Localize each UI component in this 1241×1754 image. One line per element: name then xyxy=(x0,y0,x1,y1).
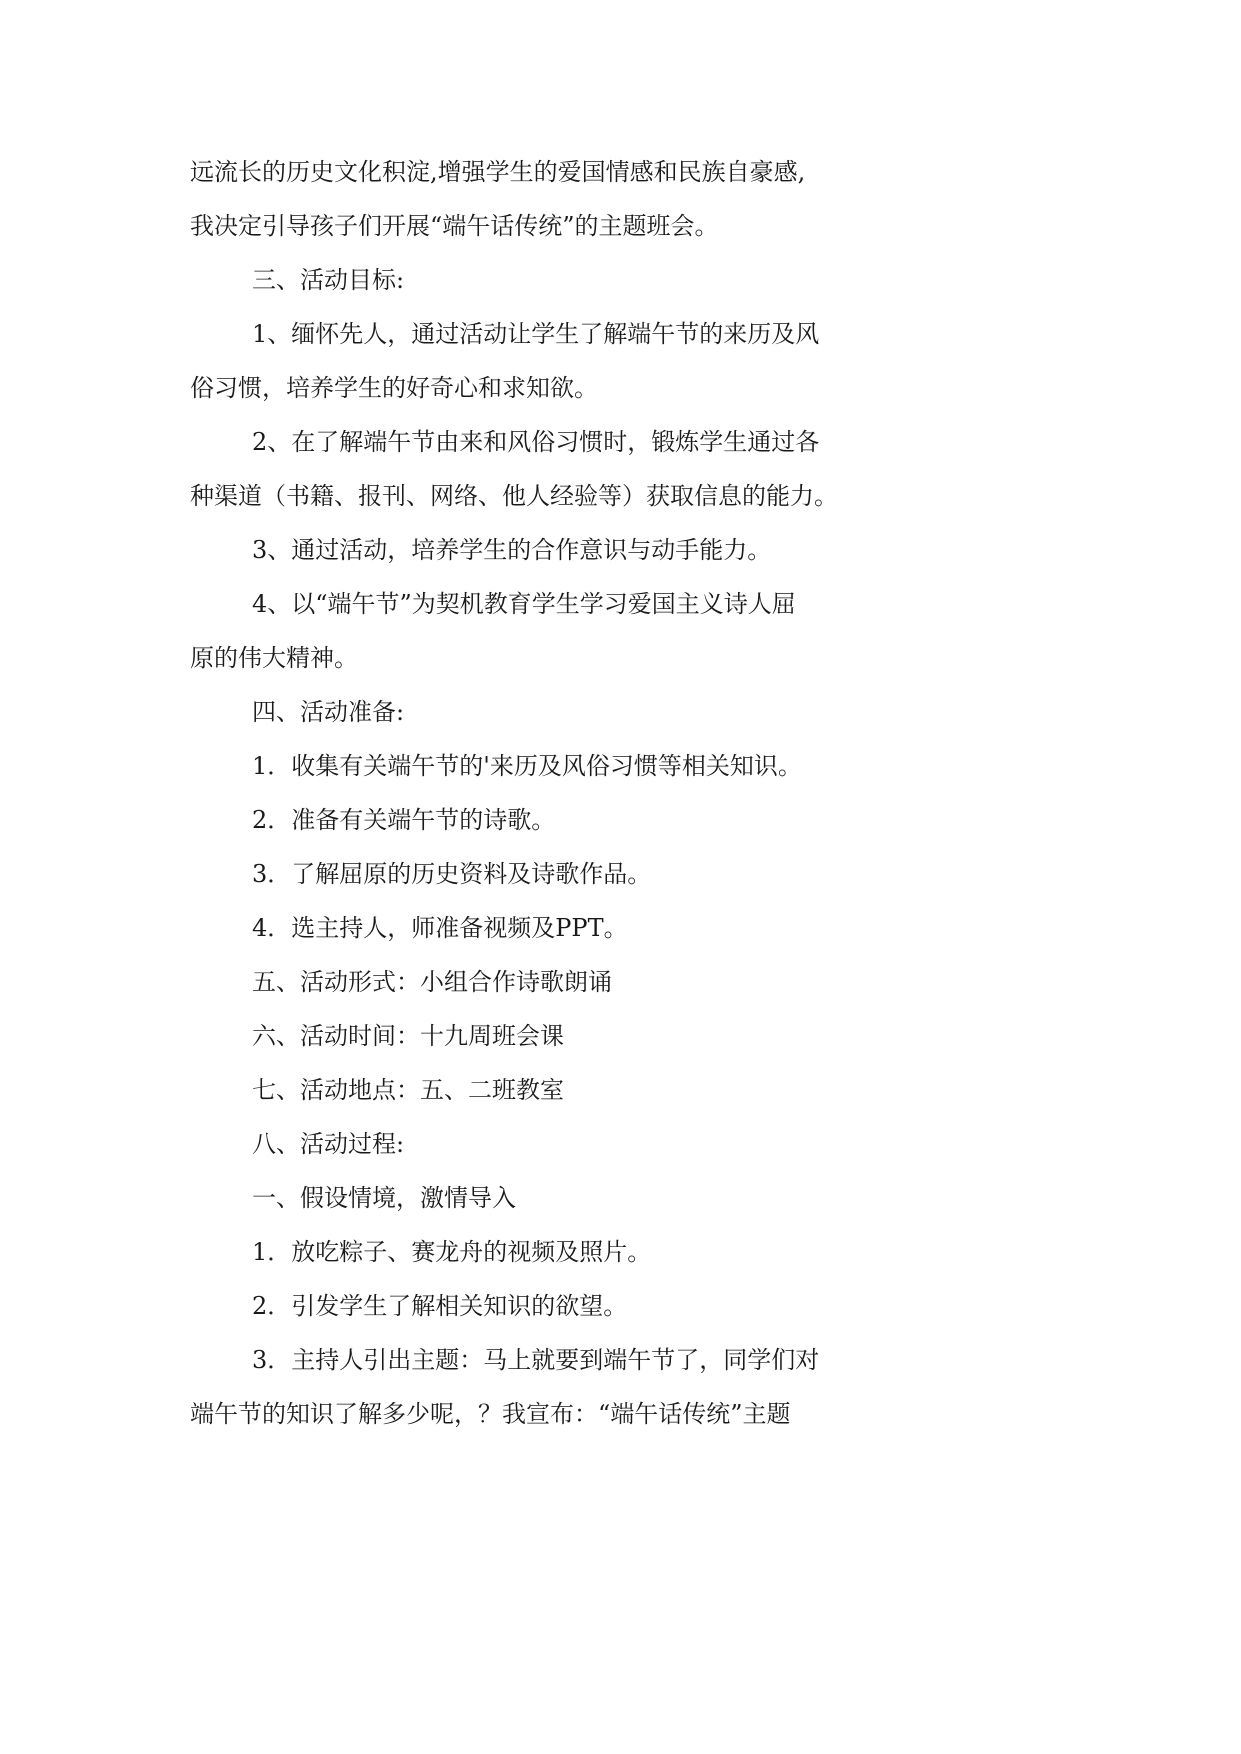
text-line: 2．引发学生了解相关知识的欲望。 xyxy=(252,1292,628,1320)
section-heading: 七、活动地点：五、二班教室 xyxy=(252,1076,564,1104)
text-line: 1、缅怀先人，通过活动让学生了解端午节的来历及风 xyxy=(252,320,820,348)
text-line: 2、在了解端午节由来和风俗习惯时，锻炼学生通过各 xyxy=(252,428,820,456)
section-heading: 五、活动形式：小组合作诗歌朗诵 xyxy=(252,968,612,996)
text-line: 远流长的历史文化积淀,增强学生的爱国情感和民族自豪感, xyxy=(190,158,806,186)
text-line: 3．主持人引出主题：马上就要到端午节了，同学们对 xyxy=(252,1346,820,1374)
text-line: 我决定引导孩子们开展“端午话传统”的主题班会。 xyxy=(190,212,719,240)
text-line: 1．放吃粽子、赛龙舟的视频及照片。 xyxy=(252,1238,652,1266)
section-heading: 四、活动准备: xyxy=(252,698,405,726)
section-heading: 六、活动时间：十九周班会课 xyxy=(252,1022,564,1050)
section-heading: 三、活动目标: xyxy=(252,266,405,294)
text-line: 4．选主持人，师准备视频及PPT。 xyxy=(252,914,628,942)
text-line: 1．收集有关端午节的'来历及风俗习惯等相关知识。 xyxy=(252,752,802,780)
text-line: 端午节的知识了解多少呢，？我宣布：“端午话传统”主题 xyxy=(190,1400,791,1428)
text-line: 3．了解屈原的历史资料及诗歌作品。 xyxy=(252,860,652,888)
text-line: 原的伟大精神。 xyxy=(190,644,358,672)
text-line: 4、以“端午节”为契机教育学生学习爱国主义诗人屈 xyxy=(252,590,796,618)
text-line: 俗习惯，培养学生的好奇心和求知欲。 xyxy=(190,374,598,402)
section-heading: 八、活动过程: xyxy=(252,1130,405,1158)
text-line: 种渠道（书籍、报刊、网络、他人经验等）获取信息的能力。 xyxy=(190,482,838,510)
text-line: 2．准备有关端午节的诗歌。 xyxy=(252,806,556,834)
subsection-heading: 一、假设情境，激情导入 xyxy=(252,1184,516,1212)
text-line: 3、通过活动，培养学生的合作意识与动手能力。 xyxy=(252,536,772,564)
